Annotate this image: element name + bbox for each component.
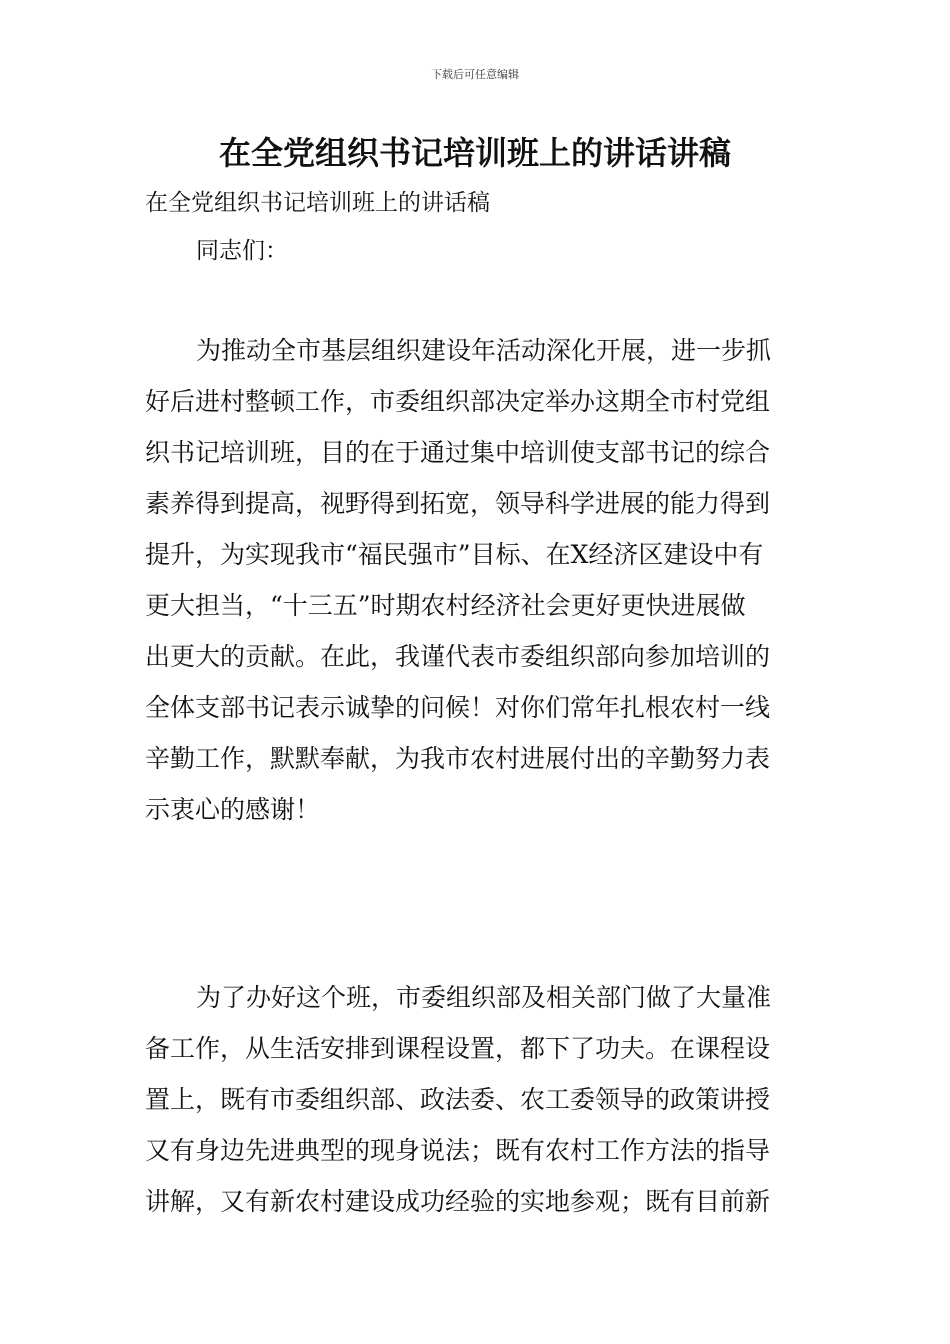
paragraph-line: 更大担当，“十三五”时期农村经济社会更好更快进展做 (145, 591, 746, 620)
paragraph-line: 置上，既有市委组织部、政法委、农工委领导的政策讲授 (145, 1085, 771, 1114)
paragraph-line: 备工作，从生活安排到课程设置，都下了功夫。在课程设 (145, 1034, 771, 1063)
paragraph-1 (145, 325, 810, 835)
salutation: 同志们： (196, 238, 288, 264)
paragraph-line: 又有身边先进典型的现身说法；既有农村工作方法的指导 (145, 1136, 771, 1165)
document-subtitle: 在全党组织书记培训班上的讲话稿 (145, 190, 490, 216)
paragraph-line: 好后进村整顿工作，市委组织部决定举办这期全市村党组 (145, 387, 771, 416)
paragraph-line: 提升，为实现我市“福民强市”目标、在X经济区建设中有 (145, 540, 764, 569)
paragraph-line: 为了办好这个班，市委组织部及相关部门做了大量准 (196, 983, 772, 1012)
header-note: 下载后可任意编辑 (431, 68, 519, 81)
paragraph-line: 辛勤工作，默默奉献，为我市农村进展付出的辛勤努力表 (145, 744, 771, 773)
paragraph-line: 织书记培训班，目的在于通过集中培训使支部书记的综合 (145, 438, 771, 467)
paragraph-line: 示衷心的感谢！ (145, 795, 321, 824)
paragraph-line: 素养得到提高，视野得到拓宽，领导科学进展的能力得到 (145, 489, 771, 518)
paragraph-line: 为推动全市基层组织建设年活动深化开展，进一步抓 (196, 336, 772, 365)
paragraph-line: 出更大的贡献。在此，我谨代表市委组织部向参加培训的 (145, 642, 771, 671)
paragraph-line: 全体支部书记表示诚挚的问候！对你们常年扎根农村一线 (145, 693, 771, 722)
paragraph-2 (145, 972, 810, 1227)
document-title: 在全党组织书记培训班上的讲话讲稿 (218, 134, 731, 172)
paragraph-line: 讲解，又有新农村建设成功经验的实地参观；既有目前新 (145, 1187, 771, 1216)
